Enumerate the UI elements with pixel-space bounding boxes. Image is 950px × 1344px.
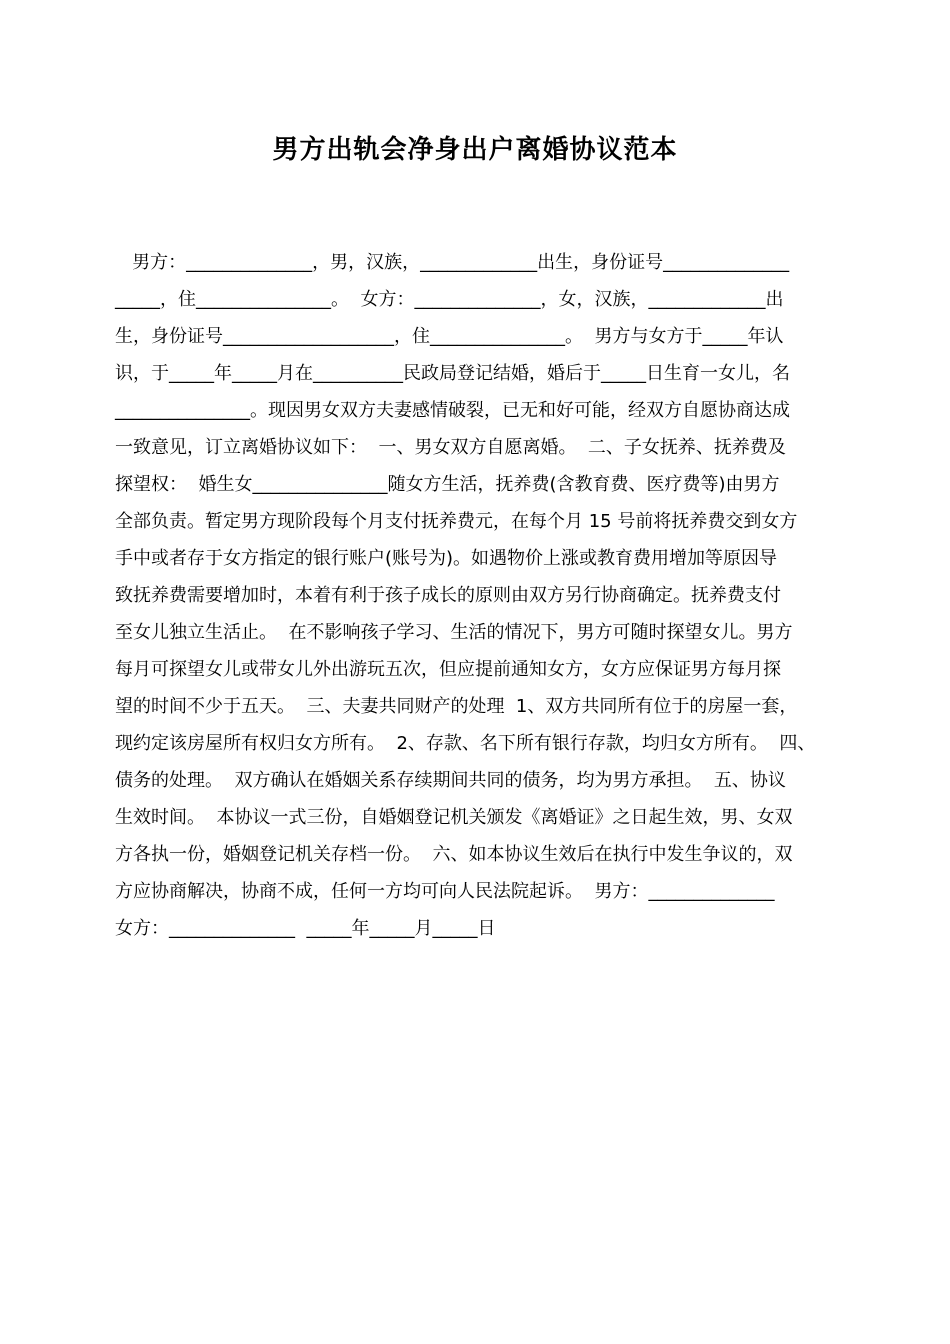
document-line: 望的时间不少于五天。 三、夫妻共同财产的处理 1、双方共同所有位于的房屋一套， (115, 696, 798, 717)
document-line: 识，于_____年_____月在__________民政局登记结婚，婚后于_____日生育一女儿，名 (115, 363, 790, 384)
document-line: 致抚养费需要增加时，本着有利于孩子成长的原则由双方另行协商确定。抚养费支付 (115, 585, 781, 606)
document-line: _______________。现因男女双方夫妻感情破裂，已无和好可能，经双方自愿协商达成 (115, 400, 790, 421)
document-line: 现约定该房屋所有权归女方所有。 2、存款、名下所有银行存款，均归女方所有。 四、 (115, 733, 816, 754)
document-line: 生效时间。 本协议一式三份，自婚姻登记机关颁发《离婚证》之日起生效，男、女双 (115, 807, 793, 828)
document-line: 每月可探望女儿或带女儿外出游玩五次，但应提前通知女方，女方应保证男方每月探 (115, 659, 781, 680)
document-line: 男方：______________，男，汉族，_____________出生，身份证号______________ (115, 252, 790, 273)
document-line: 手中或者存于女方指定的银行账户(账号为)。如遇物价上涨或教育费用增加等原因导 (115, 548, 778, 569)
document-line: 生，身份证号___________________，住_______________。 男方与女方于_____年认 (115, 326, 784, 347)
document-title: 男方出轨会净身出户离婚协议范本 (272, 135, 678, 165)
document-line: 债务的处理。 双方确认在婚姻关系存续期间共同的债务，均为男方承担。 五、协议 (115, 770, 786, 791)
document-line: 全部负责。暂定男方现阶段每个月支付抚养费元，在每个月 15 号前将抚养费交到女方 (115, 511, 798, 532)
document-line: 方应协商解决，协商不成，任何一方均可向人民法院起诉。 男方：______________ (115, 881, 775, 902)
document-line: 一致意见，订立离婚协议如下： 一、男女双方自愿离婚。 二、子女抚养、抚养费及 (115, 437, 786, 458)
document-line: _____，住_______________。 女方：______________，女，汉族，_____________出 (115, 289, 784, 310)
document-line: 探望权： 婚生女_______________随女方生活，抚养费(含教育费、医疗费等)由男方 (115, 474, 780, 495)
document-line: 方各执一份，婚姻登记机关存档一份。 六、如本协议生效后在执行中发生争议的，双 (115, 844, 793, 865)
document-line: 至女儿独立生活止。 在不影响孩子学习、生活的情况下，男方可随时探望女儿。男方 (115, 622, 793, 643)
document-line: 女方：______________ _____年_____月_____日 (115, 918, 496, 939)
